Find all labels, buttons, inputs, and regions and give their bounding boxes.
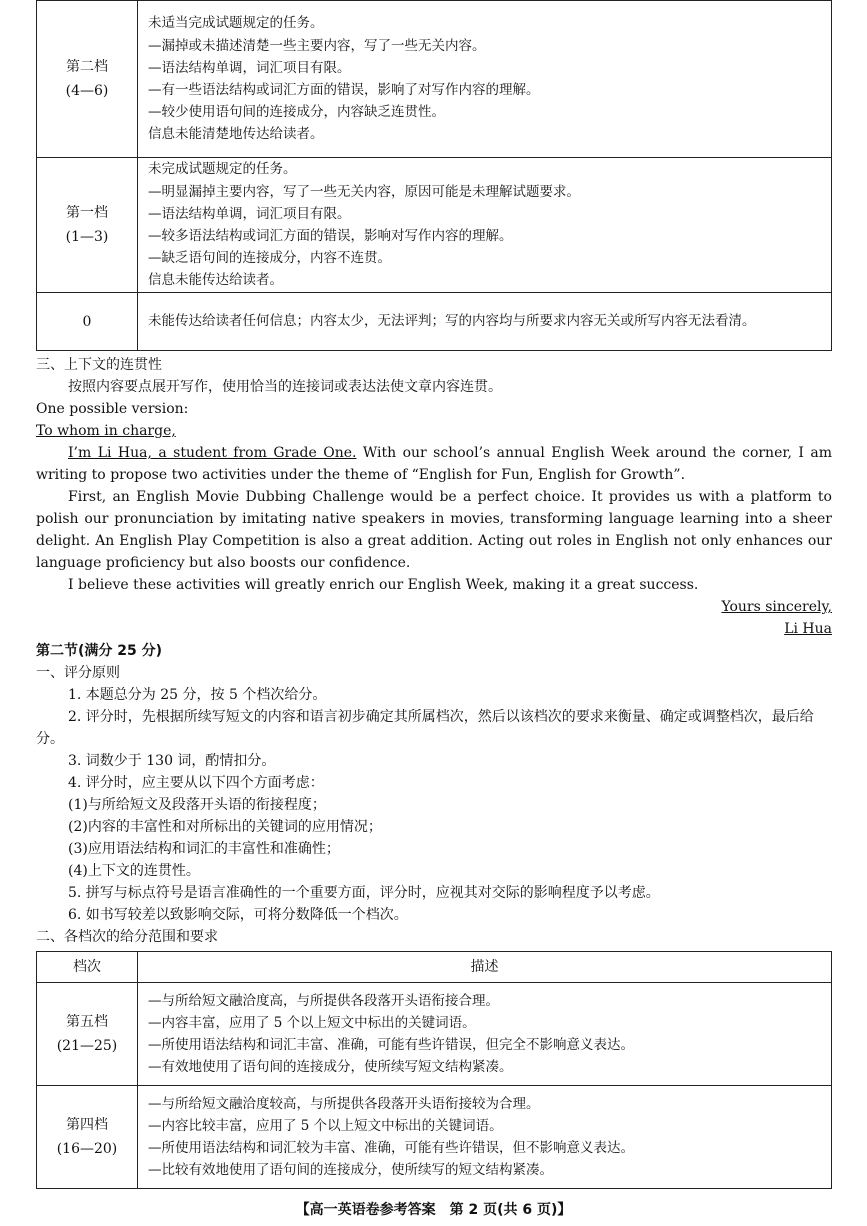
level-cell <box>37 1 138 158</box>
description-line: —与所给短文融洽度高，与所提供各段落开头语衔接合理。 <box>148 992 499 1009</box>
table-row <box>37 1086 832 1189</box>
description-line: 信息未能清楚地传达给读者。 <box>148 126 324 143</box>
level-name: 第二档 <box>66 59 108 75</box>
level-cell <box>37 983 138 1086</box>
level-cell <box>37 1086 138 1189</box>
underlined-sentence: I’m Li Hua, a student from Grade One. <box>68 445 357 461</box>
description-line: —语法结构单调，词汇项目有限。 <box>148 59 351 76</box>
closing: Yours sincerely, <box>721 599 832 615</box>
description-line: —明显漏掉主要内容，写了一些无关内容，原因可能是未理解试题要求。 <box>148 183 580 200</box>
header-description: 描述 <box>138 952 832 983</box>
section-heading: 三、上下文的连贯性 <box>36 357 162 373</box>
description-cell <box>138 983 832 1086</box>
paragraph <box>36 442 832 486</box>
description-line: —所使用语法结构和词汇较为丰富、准确，可能有些许错误，但不影响意义表达。 <box>148 1140 634 1156</box>
description-line: —内容丰富，应用了 5 个以上短文中标出的关键词语。 <box>148 1014 476 1031</box>
scoring-table-bottom <box>36 951 832 1189</box>
principle-item: 3. 词数少于 130 词，酌情扣分。 <box>68 753 276 769</box>
part2-section <box>36 640 832 948</box>
principle-item: 1. 本题总分为 25 分，按 5 个档次给分。 <box>68 687 327 703</box>
principle-item: 4. 评分时，应主要从以下四个方面考虑： <box>68 775 324 791</box>
sample-intro: One possible version: <box>36 401 189 417</box>
table-row <box>37 158 832 293</box>
level-range: (16—20) <box>56 1141 118 1157</box>
table-row <box>37 293 832 351</box>
section-text: 按照内容要点展开写作，使用恰当的连接词或表达法使文章内容连贯。 <box>68 379 502 395</box>
description-line: 未能传达给读者任何信息；内容太少，无法评判；写的内容均与所要求内容无关或所写内容无法看清。 <box>148 313 756 330</box>
description-line: —内容比较丰富，应用了 5 个以上短文中标出的关键词语。 <box>148 1117 503 1134</box>
part2-title: 第二节(满分 25 分) <box>36 643 163 659</box>
level-name: 第五档 <box>66 1014 108 1030</box>
description-line: —与所给短文融洽度较高，与所提供各段落开头语衔接较为合理。 <box>148 1095 540 1112</box>
level-range: (1—3) <box>65 229 109 245</box>
principle-item: (2)内容的丰富性和对所标出的关键词的应用情况； <box>68 819 382 835</box>
coherence-section <box>36 354 832 398</box>
sample-letter <box>36 398 832 640</box>
principle-item: (4)上下文的连贯性。 <box>68 863 200 879</box>
ranges-heading: 二、各档次的给分范围和要求 <box>36 929 218 945</box>
description-line: —所使用语法结构和词汇丰富、准确，可能有些许错误，但完全不影响意义表达。 <box>148 1037 634 1053</box>
description-cell <box>138 1 832 158</box>
level-name: 第四档 <box>66 1117 108 1133</box>
level-name: 0 <box>82 313 92 330</box>
description-line: —缺乏语句间的连接成分，内容不连贯。 <box>148 250 391 267</box>
level-name: 第一档 <box>66 205 108 221</box>
description-line: 未完成试题规定的任务。 <box>148 161 297 178</box>
level-cell <box>37 158 138 293</box>
salutation: To whom in charge, <box>36 423 176 439</box>
description-line: 未适当完成试题规定的任务。 <box>148 15 324 32</box>
principle-item: (1)与所给短文及段落开头语的衔接程度； <box>68 797 326 813</box>
description-line: —语法结构单调，词汇项目有限。 <box>148 205 351 222</box>
description-line: —有效地使用了语句间的连接成分，使所续写短文结构紧凑。 <box>148 1059 513 1076</box>
description-line: —较多语法结构或词汇方面的错误，影响对写作内容的理解。 <box>148 228 513 244</box>
principles-heading: 一、评分原则 <box>36 665 120 681</box>
page-footer: 【高一英语卷参考答案 第 2 页(共 6 页)】 <box>295 1202 572 1218</box>
description-cell <box>138 1086 832 1189</box>
description-cell <box>138 293 832 351</box>
level-range: (4—6) <box>65 83 109 99</box>
paragraph: I believe these activities will greatly enrich our English Week, making it a great success. <box>68 577 699 593</box>
paragraph-text: With our school’s annual English Week around the corner, I am writing to propose two activities under the theme of “English for Fun, English for Growth”. <box>36 445 832 483</box>
description-line: —有一些语法结构或词汇方面的错误，影响了对写作内容的理解。 <box>148 82 540 98</box>
signature: Li Hua <box>784 621 832 637</box>
level-range: (21—25) <box>56 1038 118 1054</box>
table-row <box>37 983 832 1086</box>
header-level: 档次 <box>37 952 138 983</box>
paragraph: First, an English Movie Dubbing Challenge would be a perfect choice. It provides us with a platform to polish our pronunciation by imitating native speakers in movies, transforming language learning into a sheer delight. An English Play Competition is also a great addition. Acting out roles in English not only enhances our language proficiency but also boosts our confidence. <box>36 489 832 571</box>
principle-item: (3)应用语法结构和词汇的丰富性和准确性； <box>68 841 340 857</box>
description-line: —比较有效地使用了语句间的连接成分，使所续写的短文结构紧凑。 <box>148 1162 553 1179</box>
principle-item: 5. 拼写与标点符号是语言准确性的一个重要方面，评分时，应视其对交际的影响程度予以考虑。 <box>68 885 660 901</box>
scoring-table-top <box>36 0 832 351</box>
level-cell <box>37 293 138 351</box>
description-line: —较少使用语句间的连接成分，内容缺乏连贯性。 <box>148 104 445 121</box>
description-cell <box>138 158 832 293</box>
description-line: —漏掉或未描述清楚一些主要内容，写了一些无关内容。 <box>148 37 486 54</box>
principle-item: 6. 如书写较差以致影响交际，可将分数降低一个档次。 <box>68 907 408 923</box>
principle-item: 2. 评分时，先根据所续写短文的内容和语言初步确定其所属档次，然后以该档次的要求来衡量、确定或调整档次，最后给分。 <box>36 709 814 747</box>
table-header-row <box>37 952 832 983</box>
table-row <box>37 1 832 158</box>
description-line: 信息未能传达给读者。 <box>148 272 283 289</box>
